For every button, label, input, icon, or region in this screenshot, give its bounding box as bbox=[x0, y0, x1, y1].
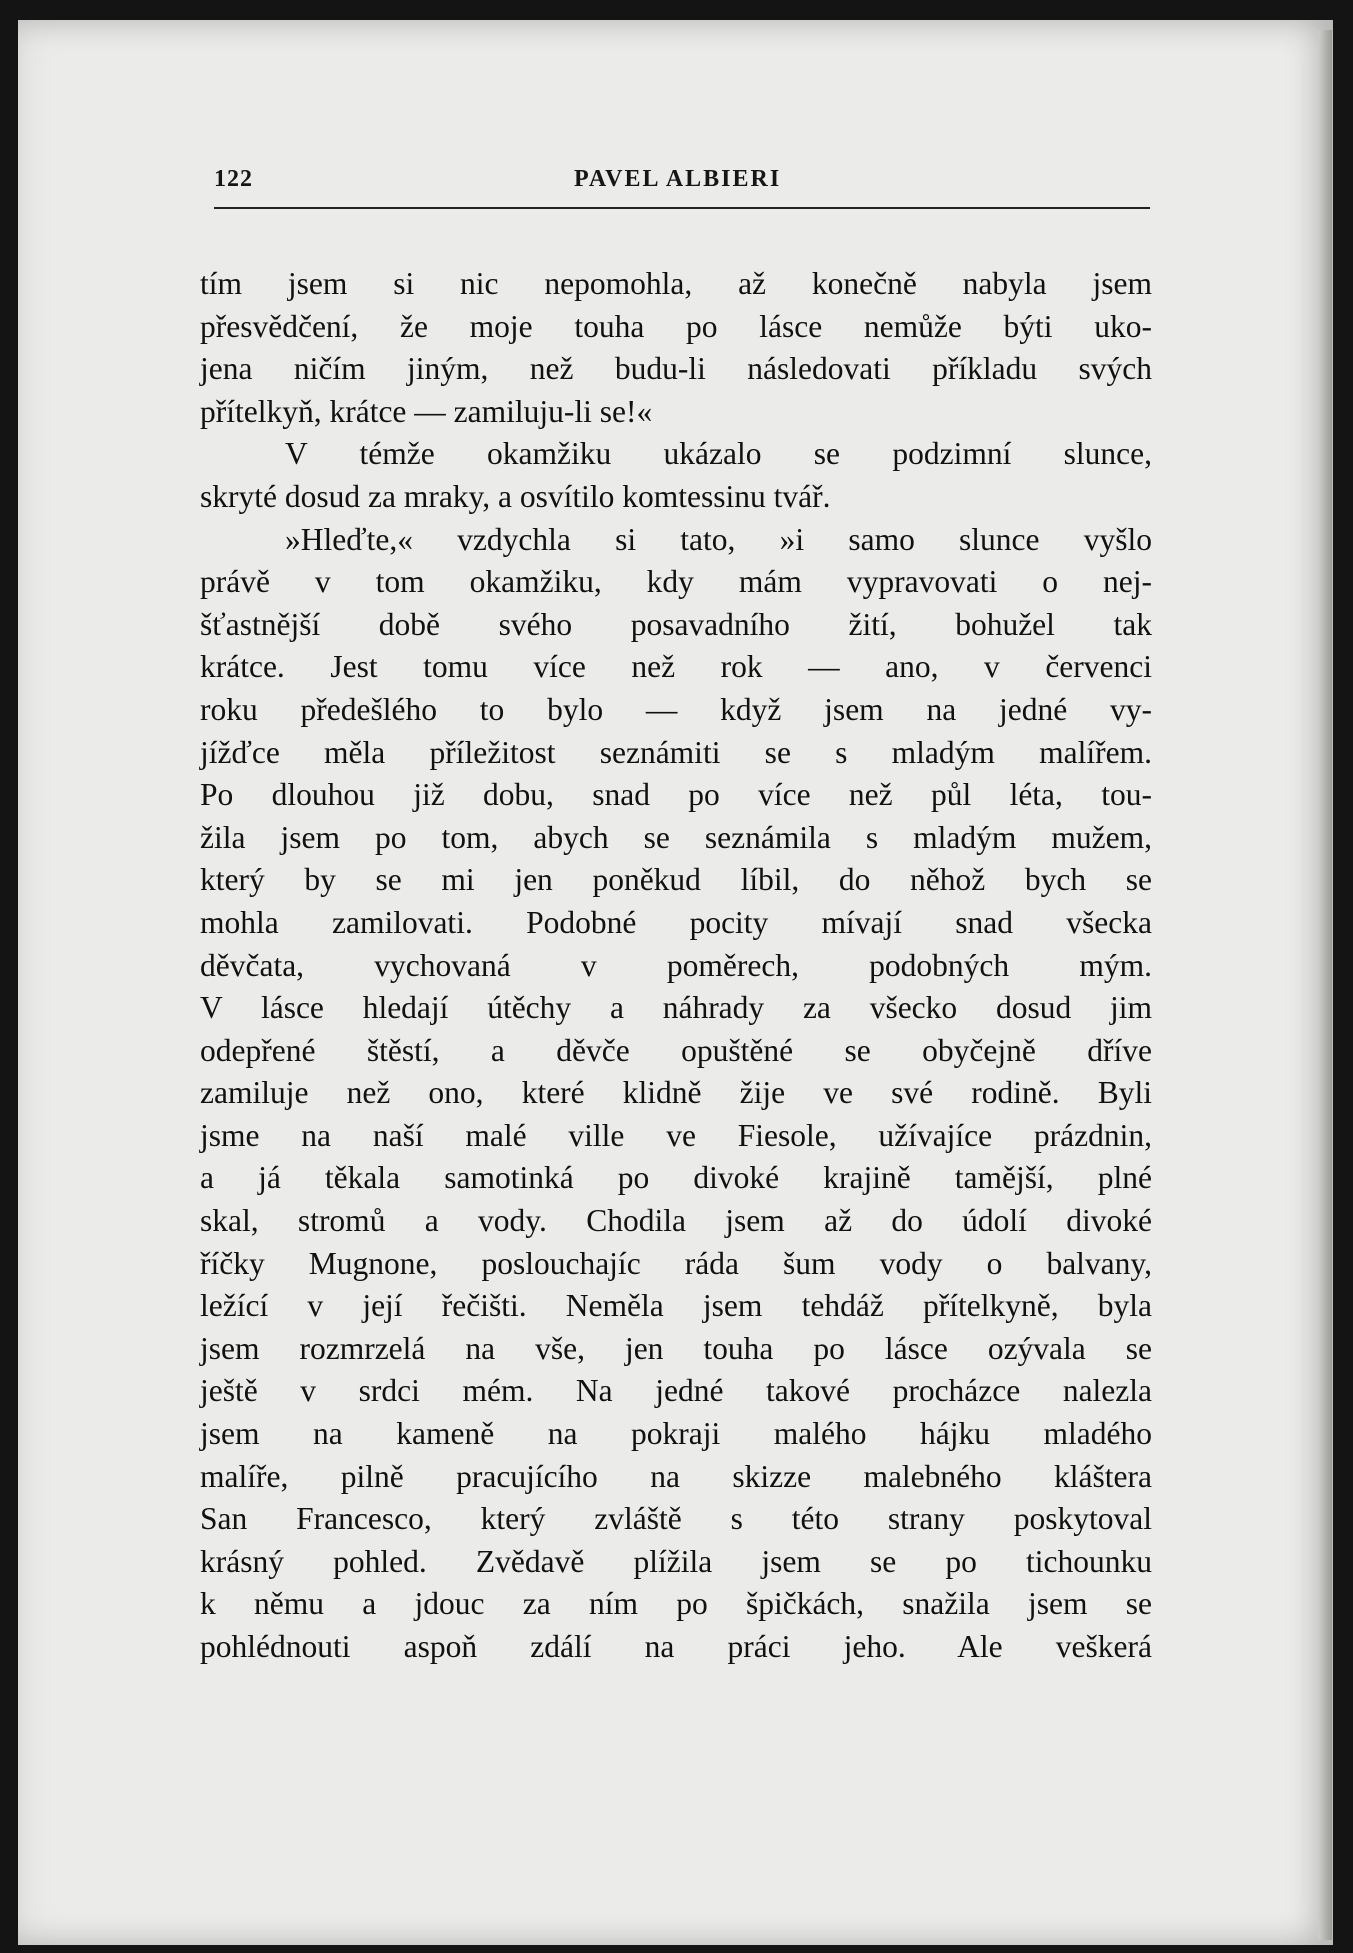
text-line: ještě v srdci mém. Na jedné takové procházce nalezla bbox=[200, 1373, 1152, 1409]
text-line: jížďce měla příležitost seznámiti se s mladým malířem. bbox=[200, 734, 1152, 770]
text-line: San Francesco, který zvláště s této strany poskytoval bbox=[200, 1501, 1152, 1537]
header-rule bbox=[214, 207, 1150, 209]
text-line: mohla zamilovati. Podobné pocity mívají snad všecka bbox=[200, 904, 1152, 940]
text-line: tím jsem si nic nepomohla, až konečně nabyla jsem bbox=[200, 266, 1152, 301]
text-line: právě v tom okamžiku, kdy mám vypravovati o nej- bbox=[200, 564, 1152, 600]
text-line: skal, stromů a vody. Chodila jsem až do údolí divoké bbox=[200, 1203, 1152, 1239]
text-line: odepřené štěstí, a děvče opuštěné se obyčejně dříve bbox=[200, 1032, 1152, 1068]
body-text bbox=[200, 263, 1152, 1669]
text-line: jsem rozmrzelá na vše, jen touha po lásce ozývala se bbox=[200, 1330, 1152, 1366]
text-line: přítelkyň, krátce — zamiluju-li se!« bbox=[200, 393, 653, 429]
text-line: děvčata, vychovaná v poměrech, podobných mým. bbox=[200, 947, 1152, 983]
text-line: žila jsem po tom, abych se seznámila s mladým mužem, bbox=[200, 819, 1152, 855]
text-line: malíře, pilně pracujícího na skizze malebného kláštera bbox=[200, 1458, 1152, 1494]
text-line: V lásce hledají útěchy a náhrady za všecko dosud jim bbox=[200, 990, 1152, 1026]
page-edge bbox=[1318, 30, 1332, 1940]
text-line: V témže okamžiku ukázalo se podzimní slunce, bbox=[285, 436, 1152, 472]
text-line: krásný pohled. Zvědavě plížila jsem se po tichounku bbox=[200, 1543, 1152, 1579]
text-line: který by se mi jen poněkud líbil, do něhož bych se bbox=[200, 862, 1152, 898]
text-line: »Hleďte,« vzdychla si tato, »i samo slunce vyšlo bbox=[285, 521, 1152, 557]
text-line: jsem na kameně na pokraji malého hájku mladého bbox=[200, 1416, 1152, 1452]
text-line: Po dlouhou již dobu, snad po více než půl léta, tou- bbox=[200, 777, 1152, 813]
text-line: šťastnější době svého posavadního žití, bohužel tak bbox=[200, 606, 1152, 642]
page-header bbox=[214, 166, 1150, 206]
text-line: ležící v její řečišti. Neměla jsem tehdáž přítelkyně, byla bbox=[200, 1288, 1152, 1324]
text-line: roku předešlého to bylo — když jsem na jedné vy- bbox=[200, 691, 1152, 727]
text-line: pohlédnouti aspoň zdálí na práci jeho. Ale veškerá bbox=[200, 1629, 1152, 1664]
running-title: PAVEL ALBIERI bbox=[574, 166, 782, 192]
text-line: a já těkala samotinká po divoké krajině tamější, plné bbox=[200, 1160, 1152, 1196]
text-line: k němu a jdouc za ním po špičkách, snažila jsem se bbox=[200, 1586, 1152, 1622]
text-line: jsme na naší malé ville ve Fiesole, užívajíce prázdnin, bbox=[200, 1117, 1152, 1153]
text-line: krátce. Jest tomu více než rok — ano, v červenci bbox=[200, 649, 1152, 685]
text-line: říčky Mugnone, poslouchajíc ráda šum vody o balvany, bbox=[200, 1245, 1152, 1281]
page-number: 122 bbox=[214, 166, 253, 192]
text-line: jena ničím jiným, než budu-li následovati příkladu svých bbox=[200, 351, 1152, 387]
text-line: skryté dosud za mraky, a osvítilo komtessinu tvář. bbox=[200, 478, 831, 514]
text-line: zamiluje než ono, které klidně žije ve své rodině. Byli bbox=[200, 1075, 1152, 1111]
text-line: přesvědčení, že moje touha po lásce nemůže býti uko- bbox=[200, 308, 1152, 344]
